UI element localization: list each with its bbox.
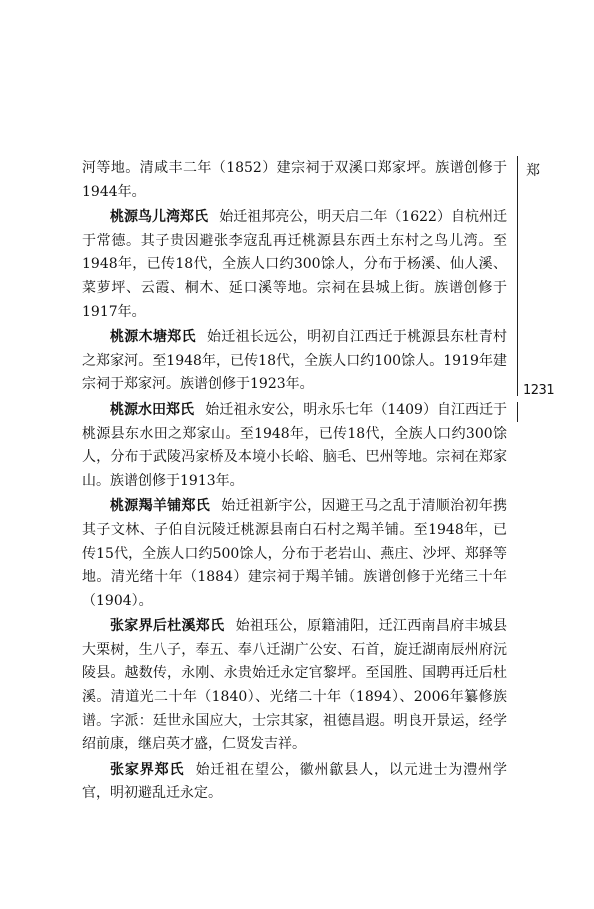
entry-body: 始迁祖新宇公，因避王马之乱于清顺治初年携其子文林、子伯自沅陵迁桃源县南白石村之羯羊铺。至1948年，已传15代，全族人口约500馀人，分布于老岩山、燕庄、沙坪、郑驿等地。清光绪十年（1884）建宗祠于羯羊铺。族谱创修于光绪三十年（1904）。: [82, 498, 508, 609]
entry-body: 始迁祖永安公，明永乐七年（1409）自江西迁于桃源县东水田之郑家山。至1948年，已传18代，全族人口约300馀人，分布于武陵冯家桥及本境小长峪、脑毛、巴州等地。宗祠在郑家山。族谱创修于1913年。: [82, 401, 507, 489]
entry-taoyuan-jieyangpu: [82, 495, 507, 613]
entry-body: 始迁祖邦亮公，明天启二年（1622）自杭州迁于常德。其子贵因避张李寇乱再迁桃源县东西土东村之鸟儿湾。至1948年，已传18代，全族人口约300馀人，分布于杨溪、仙人溪、菜萝坪、云霞、桐木、延口溪等地。宗祠在县城上街。族谱创修于1917年。: [82, 209, 508, 320]
surname-margin-label: 郑: [526, 163, 540, 179]
entry-body: 始迁祖在望公，徽州歙县人，以元进士为澧州学官，明初避乱迁永定。: [82, 761, 508, 802]
entry-title: 桃源羯羊铺郑氏: [110, 498, 211, 515]
entry-title: 张家界后杜溪郑氏: [110, 618, 225, 635]
entry-body: 始祖珏公，原籍浦阳，迁江西南昌府丰城县大栗树，生八子，奉五、奉八迁湖广公安、石首，旋迁湖南辰州府沅陵县。越数传，永刚、永贵始迁永定官黎坪。至国胜、国聘再迁后杜溪。清道光二十年（1840）、光绪二十年（1894）、2006年纂修族谱。字派：廷世永国应大，士宗其家，祖德昌遐。明良开景运，经学绍前康，继启英才盛，仁贤发吉祥。: [82, 618, 508, 753]
entry-title: 张家界郑氏: [110, 761, 185, 778]
entry-title: 桃源鸟儿湾郑氏: [110, 209, 209, 226]
entry-body: 始迁祖长远公，明初自江西迁于桃源县东杜青村之郑家河。至1948年，已传18代，全族人口约100馀人。1919年建宗祠于郑家河。族谱创修于1923年。: [82, 329, 508, 393]
text-block: [82, 157, 507, 808]
page-number: 1231: [523, 383, 555, 398]
entry-taoyuan-shuitian: [82, 399, 507, 493]
entry-zhangjiajie: [82, 759, 507, 806]
entry-taoyuan-mutang: [82, 326, 507, 397]
margin-divider-line: [517, 156, 518, 396]
paragraph-continuation: [82, 157, 507, 204]
margin-divider-line-lower: [517, 402, 518, 422]
paragraph-body: 河等地。清咸丰二年（1852）建宗祠于双溪口郑家坪。族谱创修于1944年。: [82, 160, 507, 200]
entry-title: 桃源木塘郑氏: [110, 329, 196, 346]
entry-zhangjiajie-houduxi: [82, 615, 507, 757]
entry-taoyuan-niaoerwan: [82, 206, 507, 324]
entry-title: 桃源水田郑氏: [110, 401, 195, 418]
